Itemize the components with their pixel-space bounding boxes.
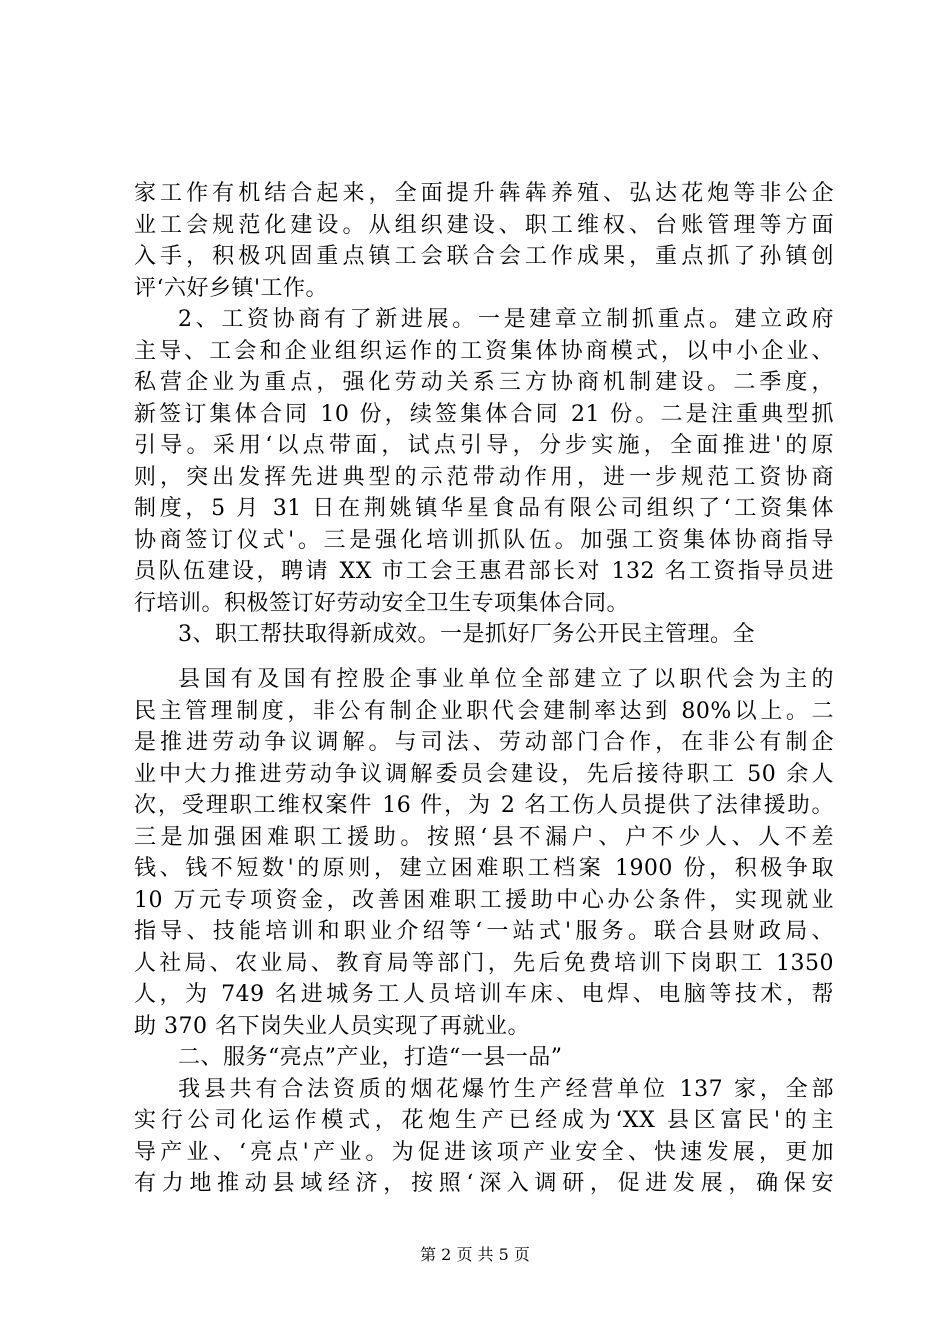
text-line: 3、职工帮扶取得新成效。一是抓好厂务公开民主管理。全 (178, 622, 755, 647)
text-line: 实行公司化运作模式，花炮生产已经成为‘XX 县区富民'的主 (134, 1108, 834, 1133)
text-line: 行培训。积极签订好劳动安全卫生专项集体合同。 (134, 590, 630, 616)
text-line: 私营企业为重点，强化劳动关系三方协商机制建设。二季度， (134, 370, 834, 395)
text-line: 业中大力推进劳动争议调解委员会建设，先后接待职工 50 余人 (134, 761, 834, 787)
text-line: 有力地推动县域经济，按照‘深入调研，促进发展，确保安 (134, 1171, 834, 1196)
text-line: 三是加强困难职工援助。按照‘县不漏户、户不少人、人不差 (134, 824, 834, 850)
text-line: 新签订集体合同 10 份，续签集体合同 21 份。二是注重典型抓 (134, 401, 834, 427)
text-line: 家工作有机结合起来，全面提升犇犇养殖、弘达花炮等非公企 (134, 181, 834, 206)
text-line: 评‘六好乡镇'工作。 (134, 275, 329, 301)
text-line: 助 370 名下岗失业人员实现了再就业。 (134, 1013, 530, 1039)
text-line: 县国有及国有控股企事业单位全部建立了以职代会为主的 (178, 667, 834, 692)
text-line: 协商签订仪式'。三是强化培训抓队伍。加强工资集体协商指导 (134, 527, 834, 553)
text-line: 钱、钱不短数'的原则，建立困难职工档案 1900 份，积极争取 (134, 856, 834, 881)
text-block-lower (134, 664, 834, 1200)
text-line: 人社局、农业局、教育局等部门，先后免费培训下岗职工 1350 (134, 950, 834, 976)
text-line: 10 万元专项资金，改善困难职工援助中心办公条件，实现就业 (134, 887, 834, 913)
text-line: 指导、技能培训和职业介绍等‘一站式'服务。联合县财政局、 (134, 919, 834, 944)
text-line: 是推进劳动争议调解。与司法、劳动部门合作，在非公有制企 (134, 730, 834, 755)
text-line: 民主管理制度，非公有制企业职代会建制率达到 80%以上。二 (134, 698, 834, 724)
text-line: 次，受理职工维权案件 16 件，为 2 名工伤人员提供了法律援助。 (134, 793, 834, 818)
text-line: 员队伍建设，聘请 XX 市工会王惠君部长对 132 名工资指导员进 (134, 559, 834, 584)
text-line: 我县共有合法资质的烟花爆竹生产经营单位 137 家，全部 (178, 1076, 834, 1102)
text-line: 则，突出发挥先进典型的示范带动作用，进一步规范工资协商 (134, 464, 834, 490)
text-line: 二、服务“亮点”产业，打造“一县一品” (178, 1045, 563, 1070)
text-line: 导产业、‘亮点'产业。为促进该项产业安全、快速发展，更加 (134, 1139, 834, 1165)
text-line: 人，为 749 名进城务工人员培训车床、电焊、电脑等技术，帮 (134, 982, 834, 1007)
text-line: 引导。采用‘以点带面，试点引导，分步实施，全面推进'的原 (134, 433, 834, 458)
text-line: 主导、工会和企业组织运作的工资集体协商模式，以中小企业、 (134, 338, 834, 364)
text-line: 制度，5 月 31 日在荆姚镇华星食品有限公司组织了‘工资集体 (134, 496, 834, 521)
text-line: 2、工资协商有了新进展。一是建章立制抓重点。建立政府 (178, 307, 834, 332)
text-line: 业工会规范化建设。从组织建设、职工维权、台账管理等方面 (134, 212, 834, 238)
page-footer: 第 2 页 共 5 页 (420, 1245, 530, 1264)
text-line: 入手，积极巩固重点镇工会联合会工作成果，重点抓了孙镇创 (134, 244, 834, 269)
text-block-upper (134, 178, 834, 651)
